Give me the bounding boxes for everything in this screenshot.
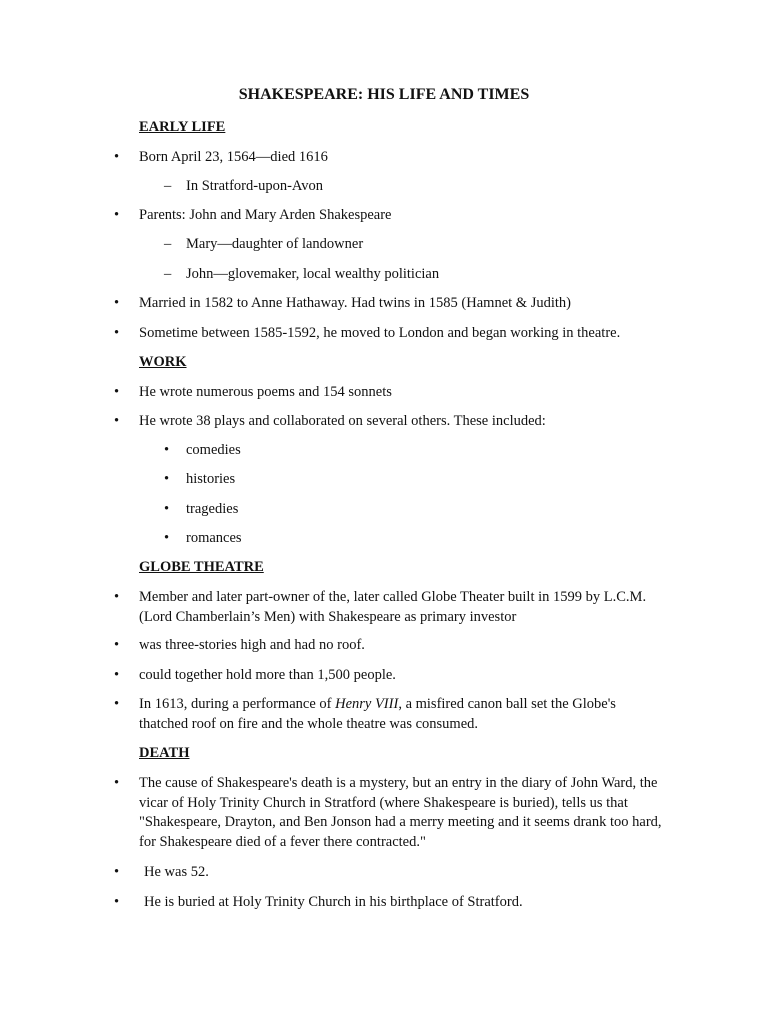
dash-marker: – [164,236,172,252]
bullet-marker: • [114,207,120,223]
bullet-marker: • [164,442,170,458]
bullet-marker: • [114,696,120,712]
page-title: SHAKESPEARE: HIS LIFE AND TIMES [238,86,530,103]
sub-list-item: Mary—daughter of landowner [186,236,364,252]
sub-list-item: histories [186,471,236,487]
bullet-marker: • [114,295,120,311]
list-item: The cause of Shakespeare's death is a mystery, but an entry in the diary of John Ward, the vicar of Holy Trinity Church in Stratford (where Shakespeare is buried), tells us that "Shakespeare, Drayton, and Ben Jonson had a merry meeting and it seems drank too hard, for Shakespeare died of a fever there contracted." [139,775,662,850]
bullet-marker: • [114,589,120,605]
bullet-marker: • [114,325,120,341]
sub-list-item: comedies [186,442,241,458]
list-item-text: In 1613, during a performance of [139,696,336,712]
dash-marker: – [164,178,172,194]
bullet-marker: • [164,530,170,546]
play-title: Henry VIII [335,696,399,712]
heading-work: WORK [139,354,187,370]
bullet-marker: • [114,894,120,910]
list-item: Born April 23, 1564—died 1616 [139,149,328,165]
heading-death: DEATH [139,745,190,761]
list-item: He wrote numerous poems and 154 sonnets [139,384,392,400]
sub-list-item: In Stratford-upon-Avon [186,178,324,194]
bullet-marker: • [114,149,120,165]
bullet-marker: • [114,667,120,683]
bullet-marker: • [114,775,120,791]
bullet-marker: • [164,471,170,487]
sub-list-item: tragedies [186,501,239,517]
heading-globe-theatre: GLOBE THEATRE [139,559,264,575]
sub-list-item: John—glovemaker, local wealthy politician [186,266,440,282]
list-item: Sometime between 1585-1592, he moved to London and began working in theatre. [139,325,621,341]
list-item: was three-stories high and had no roof. [139,637,365,653]
bullet-marker: • [114,637,120,653]
list-item: Parents: John and Mary Arden Shakespeare [139,207,392,223]
list-item: He was 52. [144,864,209,880]
list-item: He is buried at Holy Trinity Church in his birthplace of Stratford. [144,894,523,910]
list-item [139,695,659,734]
dash-marker: – [164,266,172,282]
bullet-marker: • [114,384,120,400]
list-item: He wrote 38 plays and collaborated on several others. These included: [139,413,546,429]
bullet-marker: • [114,864,120,880]
bullet-marker: • [164,501,170,517]
list-item-text: , a misfired canon ball set the Globe's thatched roof on fire and the whole theatre was consumed. [139,696,616,732]
heading-early-life: EARLY LIFE [139,119,226,135]
list-item: Member and later part-owner of the, later called Globe Theater built in 1599 by L.C.M. (Lord Chamberlain’s Men) with Shakespeare as primary investor [139,589,647,625]
list-item: Married in 1582 to Anne Hathaway. Had twins in 1585 (Hamnet & Judith) [139,295,571,311]
list-item: could together hold more than 1,500 people. [139,667,396,683]
sub-list-item: romances [186,530,242,546]
bullet-marker: • [114,413,120,429]
